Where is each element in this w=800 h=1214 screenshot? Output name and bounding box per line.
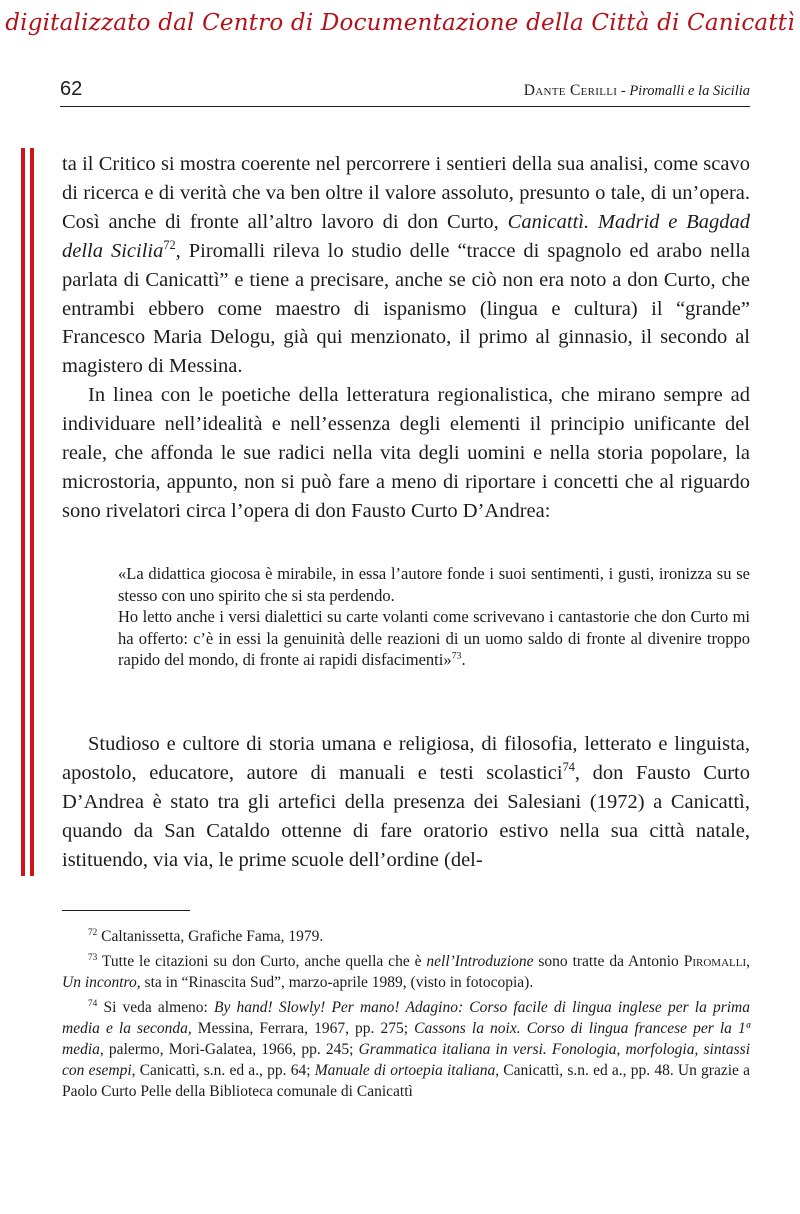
work-title: Canicattì. Madrid e Bagdad della Sicilia [62, 210, 750, 262]
footnotes [62, 926, 750, 1106]
footnote-ref-74[interactable]: 74 [562, 760, 575, 775]
quote-line-2: Ho letto anche i versi dialettici su carte volanti come scrivevano i cantastorie che don Curto mi ha offerto: c’è in essi la genuinità delle reazioni di un uomo saldo di fronte al divenire troppo rapido del mondo, di fronte ai rapidi disfacimenti»$^{73}$. [118, 607, 750, 669]
footnote-72: $^{72}$ Caltanissetta, Grafiche Fama, 1979. [88, 927, 324, 945]
paragraph-2: In linea con le poetiche della letteratura regionalistica, che mirano sempre ad individuare nell’idealità e nell’essenza degli elementi il principio unificante del reale, che affonda le sue radici nella vita degli uomini e nella storia popolare, la microstoria, appunto, non si può fare a meno di riportare i concetti che al riguardo sono rivelatori circa l’opera di don Fausto Curto D’Andrea: [62, 384, 750, 522]
body-text-lower [62, 730, 750, 875]
footnote-rule [62, 910, 190, 911]
footnote-74: $^{74}$ Si veda almeno: By hand! Slowly! Per mano! Adagino: Corso facile di lingua inglese per la prima media e la seconda, Messina, Ferrara, 1967, pp. 275; Cassons la noix. Corso di lingua francese per la 1ª media, palermo, Mori-Galatea, 1966, pp. 245; Grammatica italiana in versi. Fonologia, morfologia, sintassi con esempi, Canicattì, s.n. ed a., pp. 64; Manuale di ortoepia italiana, Canicattì, s.n. ed a., pp. 48. Un grazie a Paolo Curto Pelle della Biblioteca comunale di Canicattì [62, 998, 750, 1100]
running-head-separator: - [617, 83, 630, 99]
body-text-upper [62, 150, 750, 526]
quote-line-1: «La didattica giocosa è mirabile, in essa l’autore fonde i suoi sentimenti, i gusti, ironizza su se stesso con uno spirito che si sta perdendo. [118, 564, 750, 605]
running-head-author: Dante Cerilli [523, 82, 618, 99]
running-head [524, 82, 750, 100]
paragraph-3: Studioso e cultore di storia umana e religiosa, di filosofia, letterato e linguista, apostolo, educatore, autore di manuali e testi scolastici$^{74}$, don Fausto Curto D’Andrea è stato tra gli artefici della presenza dei Salesiani (1972) a Canicattì, quando da San Cataldo ottenne di fare oratorio estivo nella sua città natale, istituendo, via via, le prime scuole dell’ordine (del- [62, 733, 750, 871]
footnote-ref-72[interactable]: 72 [163, 237, 176, 252]
footnote-number: 74 [88, 998, 98, 1009]
footnote-number: 72 [88, 927, 98, 938]
block-quote [118, 563, 750, 671]
footnote-number: 73 [88, 952, 98, 963]
running-head-title: Piromalli e la Sicilia [629, 83, 750, 99]
page-number: 62 [60, 78, 83, 100]
footnote-73: $^{73}$ Tutte le citazioni su don Curto, anche quella che è nell’Introduzione sono tratte da Antonio Piromalli, Un incontro, sta in “Rinascita Sud”, marzo-aprile 1989, (visto in fotocopia). [62, 952, 750, 991]
digitization-watermark: digitalizzato dal Centro di Documentazione della Città di Canicattì [5, 10, 795, 36]
header-rule [60, 106, 750, 107]
paragraph-1: ta il Critico si mostra coerente nel percorrere i sentieri della sua analisi, come scavo di ricerca e di verità che va ben oltre il valore assoluto, presunto o tale, di un’opera. Così anche di fronte all’altro lavoro di don Curto, Canicattì. Madrid e Bagdad della Sicilia$^{72}$, Piromalli rileva lo studio delle “tracce di spagnolo ed arabo nella parlata di Canicattì” e tiene a precisare, anche se ciò non era noto a don Curto, che entrambi ebbero come maestro di ispanismo (lingua e cultura) il “grande” Francesco Maria Delogu, già qui menzionato, il primo al ginnasio, il secondo al magistero di Messina. [62, 153, 750, 378]
margin-marker-left [21, 148, 25, 876]
footnote-ref-73[interactable]: 73 [451, 650, 462, 662]
margin-marker-right [30, 148, 34, 876]
